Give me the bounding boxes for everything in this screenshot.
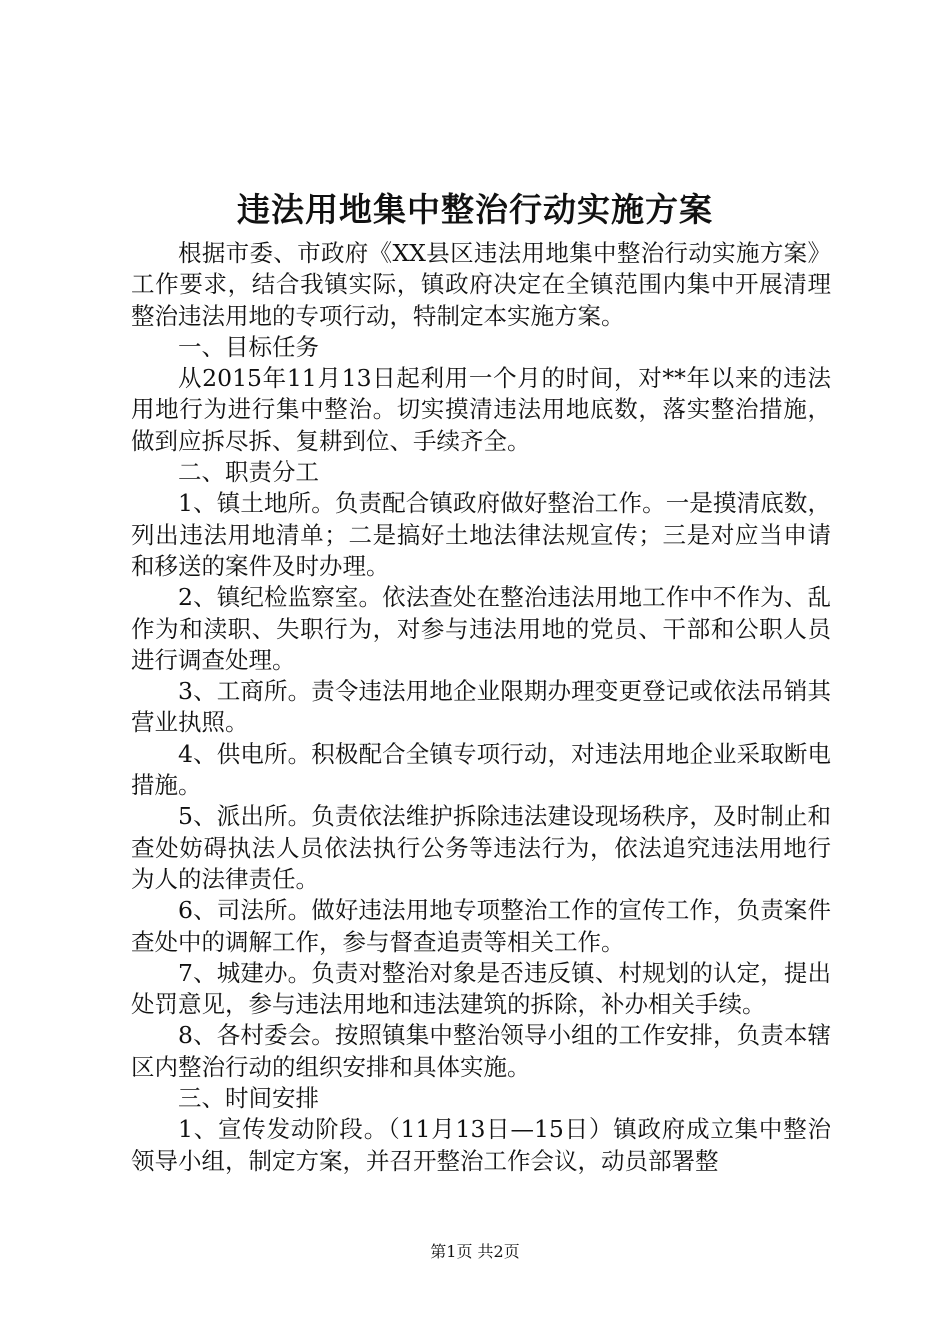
section-heading-duties: 二、职责分工	[178, 458, 319, 487]
section-heading-schedule: 三、时间安排	[178, 1084, 319, 1113]
paragraph-intro: 根据市委、市政府《XX县区违法用地集中整治行动实施方案》工作要求，结合我镇实际，镇政府决定在全镇范围内集中开展清理整治违法用地的专项行动，特制定本实施方案。	[131, 239, 831, 330]
paragraph-duty-commerce-office: 3、工商所。责令违法用地企业限期办理变更登记或依法吊销其营业执照。	[131, 677, 831, 737]
page-number-footer: 第1页 共2页	[430, 1242, 520, 1261]
paragraph-duty-construction-office: 7、城建办。负责对整治对象是否违反镇、村规划的认定，提出处罚意见，参与违法用地和违法建筑的拆除，补办相关手续。	[131, 958, 831, 1019]
paragraph-duty-village-committees: 8、各村委会。按照镇集中整治领导小组的工作安排，负责本辖区内整治行动的组织安排和具体实施。	[131, 1021, 831, 1081]
document-title: 违法用地集中整治行动实施方案	[237, 190, 713, 229]
paragraph-duty-power-office: 4、供电所。积极配合全镇专项行动，对违法用地企业采取断电措施。	[131, 739, 831, 800]
section-heading-goals: 一、目标任务	[178, 332, 319, 361]
paragraph-duty-police-station: 5、派出所。负责依法维护拆除违法建设现场秩序，及时制止和查处妨碍执法人员依法执行公务等违法行为，依法追究违法用地行为人的法律责任。	[131, 802, 831, 893]
paragraph-duty-discipline-office: 2、镇纪检监察室。依法查处在整治违法用地工作中不作为、乱作为和渎职、失职行为，对参与违法用地的党员、干部和公职人员进行调查处理。	[131, 583, 831, 674]
paragraph-goals: 从2015年11月13日起利用一个月的时间，对**年以来的违法用地行为进行集中整治。切实摸清违法用地底数，落实整治措施，做到应拆尽拆、复耕到位、手续齐全。	[131, 364, 831, 455]
document-body	[131, 238, 831, 1177]
paragraph-duty-land-office: 1、镇土地所。负责配合镇政府做好整治工作。一是摸清底数，列出违法用地清单；二是搞好土地法律法规宣传；三是对应当申请和移送的案件及时办理。	[131, 489, 831, 580]
paragraph-duty-justice-office: 6、司法所。做好违法用地专项整治工作的宣传工作，负责案件查处中的调解工作，参与督查追责等相关工作。	[131, 896, 831, 956]
paragraph-schedule-stage-1: 1、宣传发动阶段。（11月13日—15日）镇政府成立集中整治领导小组，制定方案，并召开整治工作会议，动员部署整	[131, 1115, 831, 1175]
